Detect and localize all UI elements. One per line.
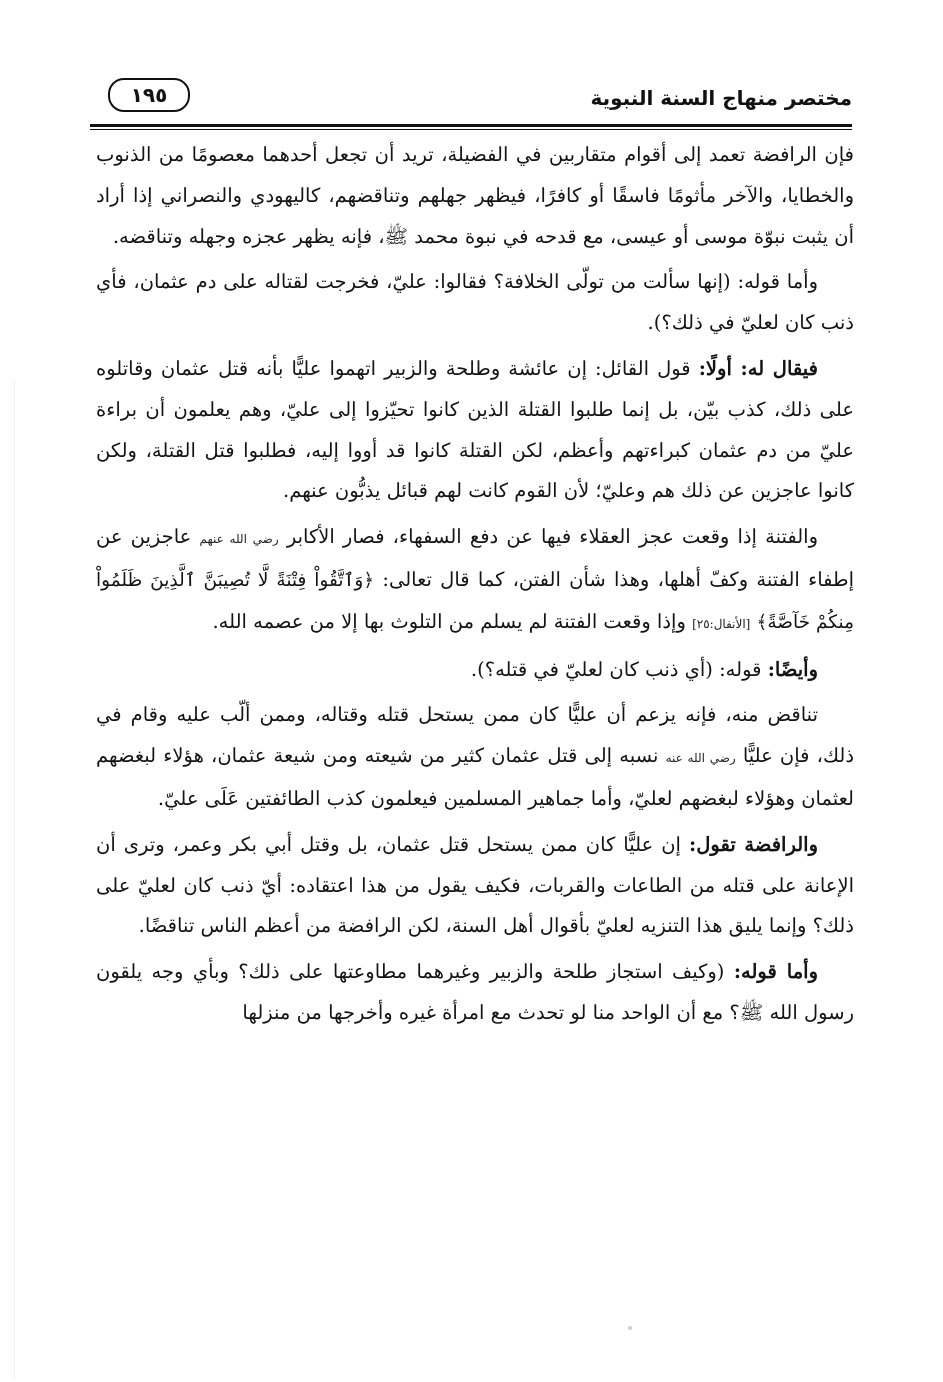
header-divider [90, 124, 852, 127]
paragraph [96, 262, 854, 344]
paragraph-text: والفتنة إذا وقعت عجز العقلاء فيها عن دفع السفهاء، فصار الأكابر [286, 525, 818, 549]
body-text [96, 135, 854, 1039]
paragraph-text: تناقض منه، فإنه يزعم أن عليًّا كان ممن يستحل قتله وقتاله، وممن ألّب عليه وقام في ذلك، فإن عليًّا [96, 703, 855, 768]
paragraph [96, 517, 854, 644]
page-number: ١٩٥ [108, 78, 190, 112]
paragraph-text: وإذا وقعت الفتنة لم يسلم من التلوث بها إلا من عصمه الله. [212, 609, 686, 633]
paragraph [96, 349, 854, 512]
book-title: مختصر منهاج السنة النبوية [590, 86, 852, 110]
paragraph-lead: فيقال له: أولًا: [698, 356, 818, 380]
scan-speck [628, 1326, 632, 1330]
paragraph [96, 135, 854, 257]
paragraph-text: قوله: (أي ذنب كان لعليّ في قتله؟). [470, 657, 762, 681]
paragraph-lead: والرافضة تقول: [689, 832, 818, 856]
paragraph [96, 952, 854, 1034]
header-divider-thin [90, 129, 852, 130]
paragraph-text: (وكيف استجاز طلحة والزبير وغيرهما مطاوعتها على ذلك؟ وبأي وجه يلقون رسول الله ﷺ؟ مع أن الواحد منا لو تحدث مع امرأة غيره وأخرجها من منزلها [96, 960, 854, 1024]
verse-reference: [الأنفال:٢٥] [692, 616, 751, 631]
honorific: رضي الله عنه [665, 751, 736, 766]
paragraph [96, 695, 854, 819]
paragraph-lead: وأما قوله: [733, 960, 819, 984]
scan-margin-shadow [14, 380, 15, 1380]
paragraph-text: عاجزين عن إطفاء الفتنة وكفّ أهلها، وهذا شأن الفتن، كما قال تعالى: [96, 525, 854, 591]
paragraph-text: إن عليًّا كان ممن يستحل قتل عثمان، بل وقتل أبي بكر وعمر، وترى أن الإعانة على قتله من الطاعات والقربات، فكيف يقول من هذا اعتقاده: أيّ ذنب كان لعليّ على ذلك؟ وإنما يليق هذا التنزيه لعليّ بأقوال أهل السنة، لكن الرافضة من أعظم الناس تناقضًا. [96, 832, 854, 938]
quran-verse: ﴿وَٱتَّقُواْ فِتْنَةً لَّا تُصِيبَنَّ ٱلَّذِينَ ظَلَمُواْ مِنكُمْ خَآصَّةً﴾ [96, 569, 854, 633]
page-header [90, 74, 852, 122]
paragraph-text: فإن الرافضة تعمد إلى أقوام متقاربين في الفضيلة، تريد أن تجعل أحدهما معصومًا من الذنوب والخطايا، والآخر مأثومًا فاسقًا أو كافرًا، فيظهر جهلهم وتناقضهم، كاليهودي والنصراني إذا أراد أن يثبت نبوّة موسى أو عيسى، مع قدحه في نبوة محمد ﷺ، فإنه يظهر عجزه وجهله وتناقضه. [96, 143, 854, 248]
paragraph-text: قول القائل: إن عائشة وطلحة والزبير اتهموا عليًّا بأنه قتل عثمان وقاتلوه على ذلك، كذب بيّن، بل إنما طلبوا القتلة الذين كانوا تحيّزوا إلى عليّ، وهم يعلمون أن براءة عليّ من دم عثمان كبراءتهم وأعظم، لكن القتلة كانوا قد أووا إليه، فطلبوا قتل القتلة، ولكن كانوا عاجزين عن ذلك هم وعليّ؛ لأن القوم كانت لهم قبائل يذبُّون عنهم. [96, 356, 854, 503]
paragraph-lead: وأيضًا: [767, 657, 818, 681]
honorific: رضي الله عنهم [199, 532, 279, 547]
paragraph-text: نسبه إلى قتل عثمان كثير من شيعته ومن شيعة عثمان، هؤلاء لبغضهم لعثمان وهؤلاء لبغضهم لعليّ، وأما جماهير المسلمين فيعلمون كذب الطائفتين عَلَى عليّ. [96, 744, 854, 810]
paragraph-text: وأما قوله: (إنها سألت من تولّى الخلافة؟ فقالوا: عليّ، فخرجت لقتاله على دم عثمان، فأي ذنب كان لعليّ في ذلك؟). [96, 270, 854, 335]
paragraph [96, 650, 854, 691]
paragraph [96, 825, 854, 947]
